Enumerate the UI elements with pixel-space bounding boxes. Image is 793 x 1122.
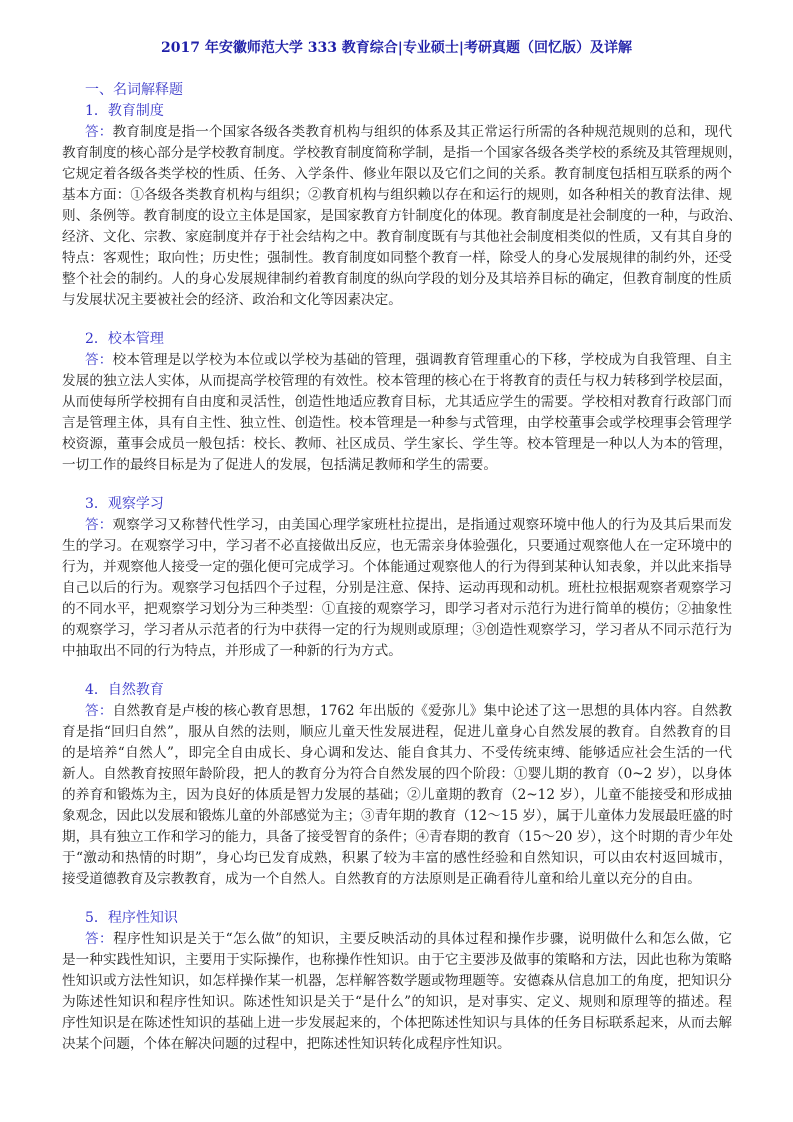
- answer-text: 为陈述性知识和程序性知识。陈述性知识是关于“是什么”的知识，是对事实、定义、规则和原理等的描述。程: [62, 994, 732, 1010]
- answer-line: [62, 806, 732, 827]
- answer-label: 答：: [85, 517, 113, 533]
- answer-line: [62, 143, 742, 164]
- term-section: [62, 101, 742, 311]
- answer-line: [62, 743, 732, 764]
- answer-line: [62, 122, 732, 143]
- answer-line: [62, 701, 732, 722]
- answer-line: [62, 1013, 732, 1034]
- answer-line: [62, 620, 732, 641]
- answer-text: 自己以后的行为。观察学习包括四个子过程，分别是注意、保持、运动再现和动机。班杜拉根据观察者观察学习: [62, 580, 732, 596]
- answer-text: 是一种实践性知识，主要用于实际操作，也称操作性知识。由于它主要涉及做事的策略和方法，因此也称为策略: [62, 952, 732, 968]
- answer-label: 答：: [85, 124, 113, 140]
- answer-text: 程序性知识是关于“怎么做”的知识，主要反映活动的具体过程和操作步骤，说明做什么和怎么做，它: [113, 931, 732, 947]
- answer-line: [62, 455, 732, 476]
- answer-line: [62, 971, 732, 992]
- answer-text: 的不同水平，把观察学习划分为三种类型：①直接的观察学习，即学习者对示范行为进行简单的模仿；②抽象性: [62, 601, 732, 617]
- answer-text: 观察学习又称替代性学习，由美国心理学家班杜拉提出，是指通过观察环境中他人的行为及其后果而发: [112, 517, 733, 533]
- answer-label: 答：: [85, 352, 113, 368]
- term-heading: 5．程序性知识: [85, 910, 178, 926]
- answer-line: [62, 950, 732, 971]
- answer-text: 则、条例等。教育制度的设立主体是国家，是国家教育方针制度化的体现。教育制度是社会制度的一种，与政治、: [62, 208, 742, 224]
- answer-line: [62, 290, 732, 311]
- answer-text: 生的学习。在观察学习中，学习者不必直接做出反应，也无需亲身体验强化，只要通过观察他人在一定环境中的: [62, 538, 732, 554]
- answer-text: 象观念，因此以发展和锻炼儿童的外部感觉为主；③青年期的教育（12～15 岁），属于儿童体力发展最旺盛的时: [62, 808, 734, 824]
- answer-line: [62, 185, 732, 206]
- answer-text: 新人。自然教育按照年龄阶段，把人的教育分为符合自然发展的四个阶段：①婴儿期的教育（0~2 岁），以身体: [62, 766, 732, 782]
- part-heading: 一、名词解释题: [85, 82, 183, 98]
- answer-line: [62, 599, 732, 620]
- answer-text: 基本方面：①各级各类教育机构与组织；②教育机构与组织赖以存在和运行的规则，如各种相关的教育法律、规: [62, 187, 732, 203]
- answer-text: 的养育和锻炼为主，因为良好的体质是智力发展的基础；②儿童期的教育（2~12 岁），儿童不能接受和形成抽: [62, 787, 732, 803]
- answer-line: [62, 248, 732, 269]
- answer-text: 它规定着各级各类学校的性质、任务、入学条件、修业年限以及它们之间的关系。教育制度包括相互联系的两个: [62, 166, 732, 182]
- answer-text: 经济、文化、宗教、家庭制度并存于社会结构之中。教育制度既有与其他社会制度相类似的性质，又有其自身的: [62, 229, 732, 245]
- answer-line: [62, 557, 732, 578]
- answer-text: 决某个问题，个体在解决问题的过程中，把陈述性知识转化成程序性知识。: [62, 1036, 511, 1052]
- answer-line: [62, 764, 732, 785]
- answer-text: 自然教育是卢梭的核心教育思想，1762 年出版的《爱弥儿》集中论述了这一思想的具体内容。自然教: [112, 703, 732, 719]
- answer-line: [62, 929, 732, 950]
- answer-text: 序性知识是在陈述性知识的基础上进一步发展起来的，个体把陈述性知识与具体的任务目标联系起来，从而去解: [62, 1015, 732, 1031]
- answer-line: [62, 206, 742, 227]
- answer-line: [62, 1034, 732, 1055]
- answer-line: [62, 848, 732, 869]
- term-heading: 3．观察学习: [85, 496, 164, 512]
- answer-line: [62, 164, 732, 185]
- term-heading: 2．校本管理: [85, 331, 164, 347]
- answer-text: 接受道德教育及宗教教育，成为一个自然人。自然教育的方法原则是正确看待儿童和给儿童以充分的自由。: [62, 871, 701, 887]
- answer-line: [62, 413, 732, 434]
- term-section: [62, 494, 732, 662]
- answer-line: [62, 536, 732, 557]
- answer-text: 的观察学习，学习者从示范者的行为中获得一定的行为规则或原理；③创造性观察学习，学习者从不同示范行为: [62, 622, 732, 638]
- term-section: [62, 908, 732, 1055]
- answer-text: 校资源，董事会成员一般包括：校长、教师、社区成员、学生家长、学生等。校本管理是一种以人为本的管理，: [62, 436, 732, 452]
- answer-label: 答：: [85, 931, 114, 947]
- answer-line: [62, 350, 732, 371]
- answer-text: 行为，并观察他人接受一定的强化便可完成学习。个体能通过观察他人的行为得到某种认知表象，并以此来指导: [62, 559, 732, 575]
- answer-text: 中抽取出不同的行为特点，并形成了一种新的行为方式。: [62, 643, 402, 659]
- answer-line: [62, 515, 732, 536]
- answer-text: 一切工作的最终目标是为了促进人的发展，包括满足教师和学生的需要。: [62, 457, 497, 473]
- answer-text: 特点：客观性；取向性；历史性；强制性。教育制度如同整个教育一样，除受人的身心发展规律的制约外，还受: [62, 250, 732, 266]
- answer-text: 于“激动和热情的时期”，身心均已发育成熟，积累了较为丰富的感性经验和自然知识，可以由农村返回城市，: [62, 850, 732, 866]
- term-heading: 1．教育制度: [85, 103, 164, 119]
- answer-text: 性知识或方法性知识，如怎样操作某一机器，怎样解答数学题或物理题等。安德森从信息加工的角度，把知识分: [62, 973, 732, 989]
- answer-line: [62, 827, 732, 848]
- answer-text: 校本管理是以学校为本位或以学校为基础的管理，强调教育管理重心的下移，学校成为自我管理、自主: [112, 352, 733, 368]
- answer-line: [62, 992, 732, 1013]
- answer-line: [62, 269, 732, 290]
- answer-line: [62, 578, 732, 599]
- answer-text: 育是指“回归自然”，服从自然的法则，顺应儿童天性发展进程，促进儿童身心自然发展的教育。自然教育的目: [62, 724, 732, 740]
- answer-text: 期，具有独立工作和学习的能力，具备了接受智育的条件；④青春期的教育（15～20 岁），这个时期的青少年处: [62, 829, 734, 845]
- answer-line: [62, 785, 732, 806]
- term-section: [62, 680, 732, 890]
- answer-text: 教育制度的核心部分是学校教育制度。学校教育制度简称学制，是指一个国家各级各类学校的系统及其管理规则，: [62, 145, 742, 161]
- answer-text: 言是管理主体，具有自主性、独立性、创造性。校本管理是一种参与式管理，由学校董事会或学校理事会管理学: [62, 415, 732, 431]
- answer-line: [62, 371, 732, 392]
- answer-line: [62, 434, 732, 455]
- term-heading: 4．自然教育: [85, 682, 164, 698]
- answer-label: 答：: [85, 703, 113, 719]
- answer-text: 与发展状况主要被社会的经济、政治和文化等因素决定。: [62, 292, 402, 308]
- term-section: [62, 329, 732, 476]
- answer-line: [62, 392, 732, 413]
- document-body: [62, 80, 742, 1055]
- answer-line: [62, 227, 732, 248]
- answer-text: 教育制度是指一个国家各级各类教育机构与组织的体系及其正常运行所需的各种规范规则的总和，现代: [112, 124, 733, 140]
- answer-line: [62, 722, 732, 743]
- answer-text: 发展的独立法人实体，从而提高学校管理的有效性。校本管理的核心在于将教育的责任与权力转移到学校层面，: [62, 373, 732, 389]
- answer-line: [62, 641, 732, 662]
- answer-text: 的是培养“自然人”，即完全自由成长、身心调和发达、能自食其力、不受传统束缚、能够适应社会生活的一代: [62, 745, 732, 761]
- answer-line: [62, 869, 732, 890]
- sections: [62, 101, 742, 1055]
- document-title: 2017 年安徽师范大学 333 教育综合|专业硕士|考研真题（回忆版）及详解: [161, 40, 632, 56]
- answer-text: 整个社会的制约。人的身心发展规律制约着教育制度的纵向学段的划分及其培养目标的确定，但教育制度的性质: [62, 271, 732, 287]
- answer-text: 从而使每所学校拥有自由度和灵活性，创造性地适应教育目标，尤其适应学生的需要。学校相对教育行政部门而: [62, 394, 732, 410]
